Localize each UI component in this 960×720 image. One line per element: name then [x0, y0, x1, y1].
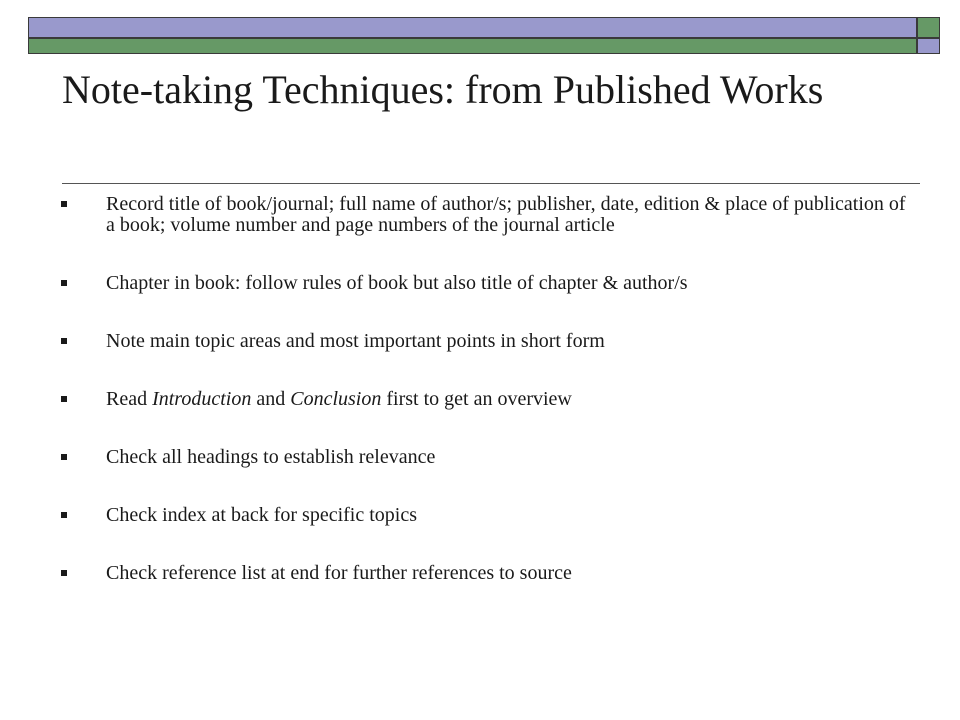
bullet-text: Chapter in book: follow rules of book but also title of chapter & author/s — [106, 272, 688, 294]
square-bullet-icon — [61, 512, 67, 518]
bullet-text-emphasis: Introduction — [152, 388, 252, 410]
bullet-text: Check reference list at end for further references to source — [106, 562, 572, 584]
bullet-item — [58, 389, 918, 410]
header-bar-green — [28, 38, 917, 54]
bullet-item — [58, 563, 918, 584]
bullet-item — [58, 331, 918, 352]
bullet-text: Check all headings to establish relevance — [106, 446, 436, 468]
square-bullet-icon — [61, 570, 67, 576]
square-bullet-icon — [61, 201, 67, 207]
square-bullet-icon — [61, 396, 67, 402]
bullet-text-part: first to get an overview — [381, 388, 572, 410]
slide-title: Note-taking Techniques: from Published Works — [62, 67, 824, 112]
bullet-text-emphasis: Conclusion — [290, 388, 382, 410]
bullet-text: Check index at back for specific topics — [106, 504, 417, 526]
bullet-item — [58, 273, 918, 294]
bullet-text-part: and — [251, 388, 291, 410]
bullet-text: Note main topic areas and most important points in short form — [106, 330, 605, 352]
header-square-purple — [917, 38, 940, 54]
bullet-item — [58, 194, 918, 236]
title-divider — [62, 183, 920, 184]
header-bar-purple — [28, 17, 917, 38]
bullet-text: Record title of book/journal; full name of author/s; publisher, date, edition & place of publication of a book; volume number and page numbers of the journal article — [106, 193, 906, 236]
bullet-item — [58, 505, 918, 526]
bullet-text-part: Read — [106, 388, 153, 410]
header-square-green — [917, 17, 940, 38]
square-bullet-icon — [61, 454, 67, 460]
square-bullet-icon — [61, 280, 67, 286]
bullet-item — [58, 447, 918, 468]
bullet-text — [106, 388, 572, 410]
square-bullet-icon — [61, 338, 67, 344]
bullet-list — [58, 194, 918, 621]
